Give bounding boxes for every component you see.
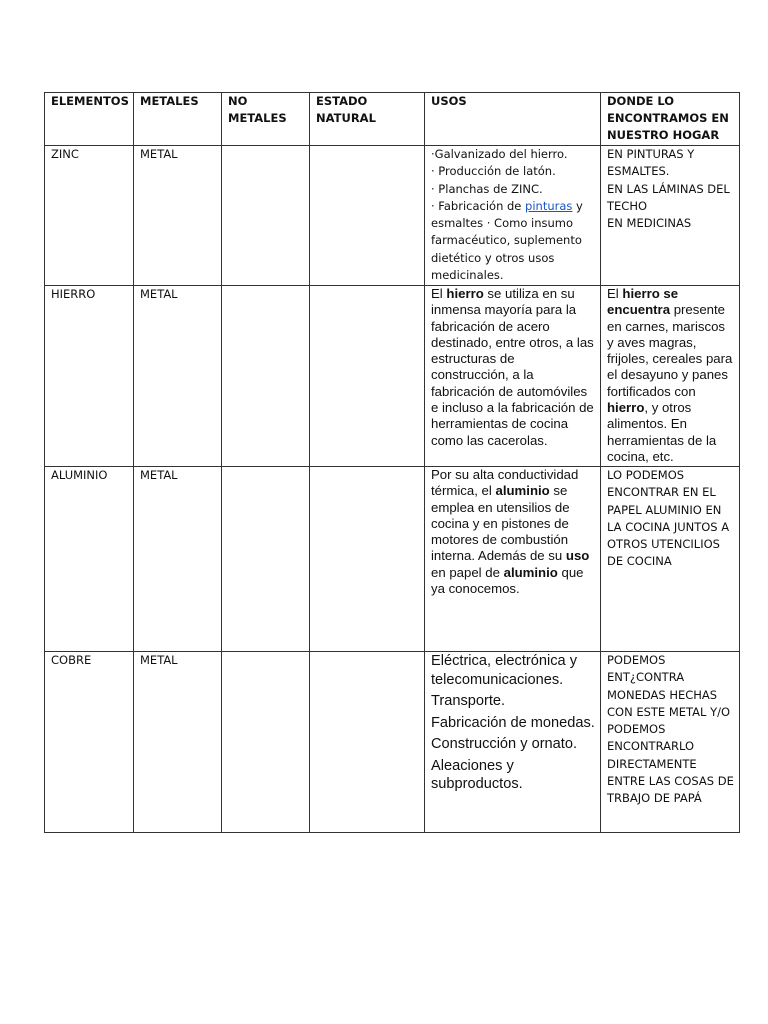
- cell-elemento: COBRE: [45, 652, 134, 833]
- cell-no-metal: [222, 146, 310, 286]
- cell-elemento: ZINC: [45, 146, 134, 286]
- cell-usos: [425, 146, 601, 286]
- elements-table: [44, 92, 740, 833]
- cell-metal: METAL: [134, 146, 222, 286]
- cell-donde: [601, 146, 740, 286]
- cell-no-metal: [222, 467, 310, 652]
- usos-text: Por su alta conductividad térmica, el: [431, 467, 579, 499]
- cell-estado-natural: [310, 286, 425, 467]
- donde-bold: hierro: [607, 400, 645, 416]
- cell-donde: PODEMOS ENT¿CONTRA MONEDAS HECHAS CON ESTE METAL Y/O PODEMOS ENCONTRARLO DIRECTAMENTE ENTRE LAS COSAS DE TRBAJO DE PAPÁ: [601, 652, 740, 833]
- cell-metal: METAL: [134, 652, 222, 833]
- usos-text: y esmaltes · Como insumo farmacéutico, suplemento dietético y otros usos medicinales.: [431, 198, 583, 283]
- usos-line: · Producción de latón.: [431, 164, 556, 179]
- usos-text: El: [431, 286, 447, 301]
- donde-text: presente en carnes, mariscos y aves magras, frijoles, cereales para el desayuno y panes fortificados con: [607, 302, 733, 399]
- usos-line: Construcción y ornato.: [431, 736, 578, 752]
- cell-metal: METAL: [134, 467, 222, 652]
- cell-usos: [425, 286, 601, 467]
- donde-bold: hierro se encuentra: [607, 286, 679, 318]
- donde-text: , y otros alimentos. En herramientas de la cocina, etc.: [607, 400, 717, 464]
- usos-line: Aleaciones y subproductos.: [431, 757, 523, 792]
- usos-line: Fabricación de monedas.: [431, 714, 595, 731]
- cell-donde: [601, 286, 740, 467]
- usos-bold: hierro: [446, 286, 484, 301]
- cell-usos: [425, 652, 601, 833]
- header-donde: DONDE LO ENCONTRAMOS EN NUESTRO HOGAR: [601, 93, 740, 146]
- usos-line: Transporte.: [431, 693, 506, 709]
- cell-estado-natural: [310, 467, 425, 652]
- donde-line: EN LAS LÁMINAS DEL TECHO: [607, 181, 730, 213]
- header-usos: USOS: [425, 93, 601, 146]
- table-row-zinc: [45, 146, 740, 286]
- cell-no-metal: [222, 286, 310, 467]
- cell-usos: [425, 467, 601, 652]
- cell-metal: METAL: [134, 286, 222, 467]
- table-row-aluminio: [45, 467, 740, 652]
- table-row-cobre: [45, 652, 740, 833]
- usos-text: se emplea en utensilios de cocina y en pistones de motores de combustión interna. Además de su: [431, 483, 570, 564]
- usos-text: en papel de: [431, 564, 504, 580]
- usos-bold: aluminio: [495, 483, 550, 499]
- cell-donde: LO PODEMOS ENCONTRAR EN EL PAPEL ALUMINIO EN LA COCINA JUNTOS A OTROS UTENCILIOS DE COCINA: [601, 467, 740, 652]
- usos-bold: uso: [565, 548, 590, 564]
- usos-line: [431, 198, 595, 284]
- cell-elemento: ALUMINIO: [45, 467, 134, 652]
- header-metales: METALES: [134, 93, 222, 146]
- header-row: [45, 93, 740, 146]
- header-no-metales: NO METALES: [222, 93, 310, 146]
- table-row-hierro: [45, 286, 740, 467]
- usos-line: · Planchas de ZINC.: [431, 181, 543, 196]
- donde-line: EN PINTURAS Y ESMALTES.: [607, 147, 695, 179]
- cell-estado-natural: [310, 652, 425, 833]
- usos-line: ·Galvanizado del hierro.: [431, 147, 568, 161]
- header-estado-natural: ESTADO NATURAL: [310, 93, 425, 146]
- usos-text: se utiliza en su inmensa mayoría para la fabricación de acero destinado, entre otros, a las estructuras de construcción, a la fabricación de automóviles e incluso a la fabricación de herramientas de cocina como las cacerolas.: [431, 286, 594, 448]
- usos-text: · Fabricación de: [431, 198, 526, 213]
- cell-elemento: HIERRO: [45, 286, 134, 467]
- header-elementos: ELEMENTOS: [45, 93, 134, 146]
- usos-line: Eléctrica, electrónica y telecomunicaciones.: [431, 653, 577, 688]
- cell-no-metal: [222, 652, 310, 833]
- pinturas-link[interactable]: pinturas: [525, 198, 573, 213]
- donde-line: EN MEDICINAS: [607, 216, 692, 231]
- donde-text: El: [607, 286, 623, 301]
- cell-estado-natural: [310, 146, 425, 286]
- usos-bold: aluminio: [503, 564, 558, 580]
- usos-text: que ya conocemos.: [431, 564, 584, 597]
